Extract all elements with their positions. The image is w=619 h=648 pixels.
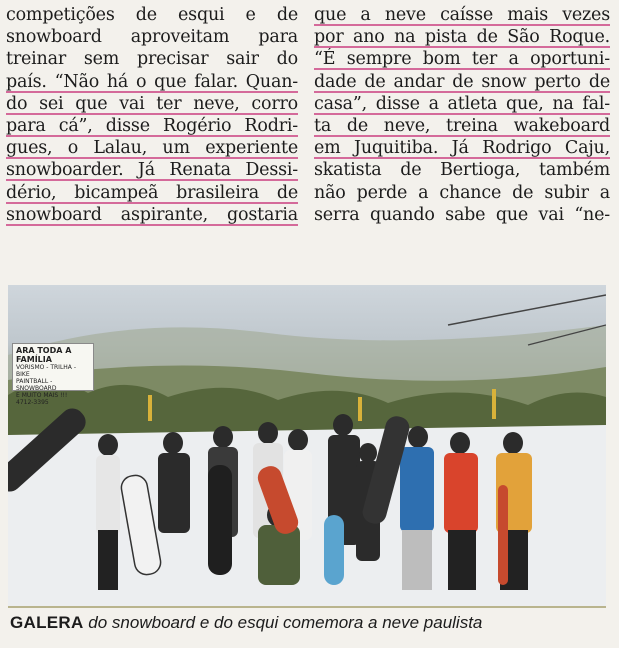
sign-phone: 4712-3395 xyxy=(16,399,49,406)
article-line: dade de andar de snow perto de xyxy=(314,71,610,92)
photo-caption xyxy=(10,613,610,633)
article-line: em Juquitiba. Já Rodrigo Caju, xyxy=(314,138,610,159)
sign-line: VORISMO - TRILHA - BIKE xyxy=(16,364,76,378)
sign-title: ARA TODA A FAMÍLIA xyxy=(16,346,72,364)
article-line: snowboard aproveitam para xyxy=(6,27,298,48)
group-photo xyxy=(8,285,606,607)
article-column-left xyxy=(6,4,298,226)
article-line: snowboard aspirante, gostaria xyxy=(6,204,298,225)
sign-line: E MUITO MAIS !!! xyxy=(16,392,68,399)
article-line: skatista de Bertioga, também xyxy=(314,160,610,181)
article-line: casa”, disse a atleta que, na fal- xyxy=(314,93,610,114)
caption-kicker: GALERA xyxy=(10,613,84,632)
article-line: por ano na pista de São Roque. xyxy=(314,27,610,48)
article-line: gues, o Lalau, um experiente xyxy=(6,138,298,159)
article-line: competições de esqui e de xyxy=(6,5,298,25)
article-line: dério, bicampeã brasileira de xyxy=(6,182,298,203)
article-line: serra quando sabe que vai “ne- xyxy=(314,204,610,225)
article-line: que a neve caísse mais vezes xyxy=(314,5,610,25)
caption-text: do snowboard e do esqui comemora a neve paulista xyxy=(83,613,483,632)
article-line: do sei que vai ter neve, corro xyxy=(6,93,298,114)
article-line: ta de neve, treina wakeboard xyxy=(314,116,610,137)
caption-rule xyxy=(8,606,606,608)
article-column-right xyxy=(314,4,610,226)
sign-line: PAINTBALL - SNOWBOARD xyxy=(16,378,57,392)
photo-scene xyxy=(8,285,606,607)
article-line: não perde a chance de subir a xyxy=(314,182,610,203)
article-line: snowboarder. Já Renata Dessi- xyxy=(6,160,298,181)
article-line: treinar sem precisar sair do xyxy=(6,49,298,70)
park-sign xyxy=(12,343,94,406)
article-line: país. “Não há o que falar. Quan- xyxy=(6,71,298,92)
article-line: para cá”, disse Rogério Rodri- xyxy=(6,116,298,137)
article-line: “É sempre bom ter a oportuni- xyxy=(314,49,610,70)
